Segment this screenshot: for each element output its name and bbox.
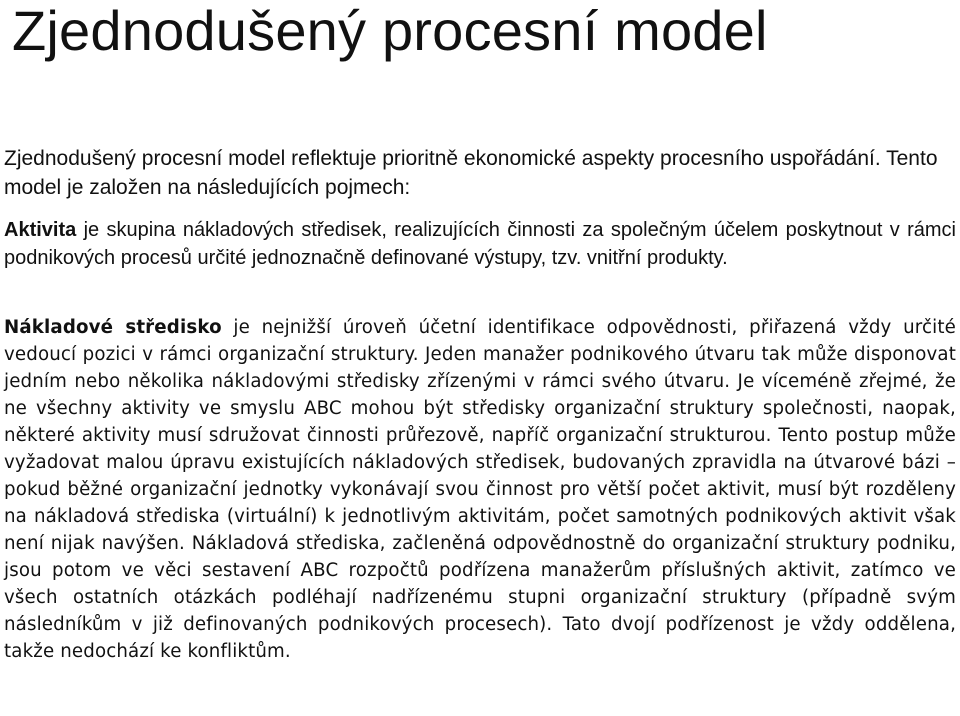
activity-term: Aktivita xyxy=(4,219,77,241)
activity-definition xyxy=(4,216,956,272)
activity-text: je skupina nákladových středisek, realizujících činnosti za společným účelem poskytnout v rámci podnikových procesů určité jednoznačně definované výstupy, tzv. vnitřní produkty. xyxy=(4,219,956,269)
intro-paragraph: Zjednodušený procesní model reflektuje prioritně ekonomické aspekty procesního uspořádání. Tento model je založen na následujících pojmech: xyxy=(4,147,938,199)
cost-center-term: Nákladové středisko xyxy=(4,317,222,338)
page-title: Zjednodušený procesní model xyxy=(12,0,768,62)
cost-center-definition xyxy=(4,314,956,665)
cost-center-text: je nejnižší úroveň účetní identifikace odpovědnosti, přiřazená vždy určité vedoucí pozici v rámci organizační struktury. Jeden manažer podnikového útvaru tak může disponovat jedním nebo několika nákladovými středisky zřízenými v rámci svého útvaru. Je víceméně zřejmé, že ne všechny aktivity ve smyslu ABC mohou být středisky organizační struktury společnosti, naopak, některé aktivity musí sdružovat činnosti průřezově, napříč organizační strukturou. Tento postup může vyžadovat malou úpravu existujících nákladových středisek, budovaných zpravidla na útvarové bázi – pokud běžné organizační jednotky vykonávají svou činnost pro větší počet aktivit, musí být rozděleny na nákladová střediska (virtuální) k jednotlivým aktivitám, počet samotných podnikových aktivit však není nijak navýšen. Nákladová střediska, začleněná odpovědnostně do organizační struktury podniku, jsou potom ve věci sestavení ABC rozpočtů podřízena manažerům příslušných aktivit, zatímco ve všech ostatních otázkách podléhají nadřízenému stupni organizační struktury (případně svým následníkům v již definovaných podnikových procesech). Tato dvojí podřízenost je vždy oddělena, takže nedochází ke konfliktům. xyxy=(4,317,956,662)
